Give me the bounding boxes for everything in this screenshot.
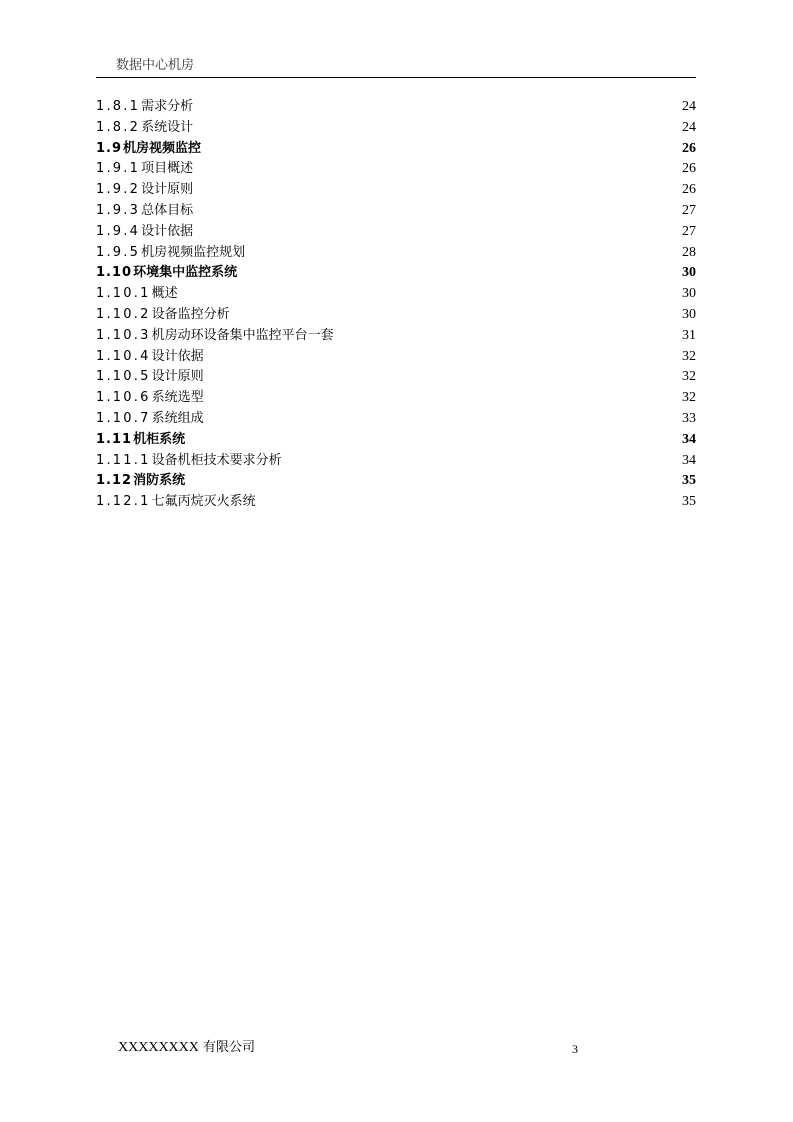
toc-entry[interactable] bbox=[96, 222, 696, 243]
toc-entry-number: 1.10.6 bbox=[96, 390, 151, 406]
toc-entry-page: 34 bbox=[682, 452, 696, 468]
toc-entry[interactable] bbox=[96, 305, 696, 326]
toc-entry-number: 1.9 bbox=[96, 140, 123, 156]
toc-entry[interactable] bbox=[96, 180, 696, 201]
company-code: XXXXXXXX bbox=[118, 1040, 199, 1055]
toc-entry-page: 27 bbox=[682, 202, 696, 218]
toc-entry[interactable] bbox=[96, 471, 696, 492]
toc-entry-title: 设备监控分析 bbox=[151, 306, 230, 322]
toc-entry-page: 35 bbox=[682, 494, 696, 510]
toc-entry-page: 28 bbox=[682, 244, 696, 260]
toc-entry-page: 27 bbox=[682, 223, 696, 239]
toc-entry-title: 总体目标 bbox=[141, 202, 194, 218]
toc-entry-number: 1.9.3 bbox=[96, 202, 141, 218]
toc-entry-page: 26 bbox=[682, 140, 696, 156]
toc-entry[interactable] bbox=[96, 201, 696, 222]
toc-entry-number: 1.9.4 bbox=[96, 223, 141, 239]
toc-entry[interactable] bbox=[96, 97, 696, 118]
toc-entry[interactable] bbox=[96, 492, 696, 513]
toc-entry[interactable] bbox=[96, 367, 696, 388]
toc-entry[interactable] bbox=[96, 326, 696, 347]
toc-entry-page: 24 bbox=[682, 119, 696, 135]
toc-entry-page: 30 bbox=[682, 265, 696, 281]
toc-entry-number: 1.8.1 bbox=[96, 99, 141, 114]
toc-entry[interactable] bbox=[96, 243, 696, 264]
toc-entry-number: 1.8.2 bbox=[96, 119, 141, 135]
toc-entry-title: 消防系统 bbox=[133, 473, 186, 489]
toc-entry-title: 设备机柜技术要求分析 bbox=[151, 452, 282, 468]
toc-entry-page: 30 bbox=[682, 286, 696, 302]
toc-entry-title: 设计依据 bbox=[151, 348, 204, 364]
company-suffix: 有限公司 bbox=[203, 1040, 256, 1055]
toc-entry-number: 1.10.7 bbox=[96, 410, 151, 426]
toc-entry-page: 26 bbox=[682, 161, 696, 177]
footer-company bbox=[118, 1039, 255, 1057]
toc-entry-title: 概述 bbox=[151, 286, 178, 302]
toc-entry-page: 34 bbox=[682, 431, 696, 447]
toc-entry-title: 系统选型 bbox=[151, 390, 204, 406]
toc-entry-number: 1.9.5 bbox=[96, 244, 141, 260]
toc-entry-page: 24 bbox=[682, 99, 696, 114]
page-footer bbox=[118, 1039, 578, 1059]
toc-entry[interactable] bbox=[96, 347, 696, 368]
toc-entry-page: 32 bbox=[682, 390, 696, 406]
toc-entry-title: 机房动环设备集中监控平台一套 bbox=[151, 327, 334, 343]
toc-entry-title: 机柜系统 bbox=[133, 431, 186, 447]
toc-entry-number: 1.9.1 bbox=[96, 161, 141, 177]
toc-entry[interactable] bbox=[96, 451, 696, 472]
toc-entry-number: 1.10 bbox=[96, 265, 133, 281]
toc-entry-number: 1.10.2 bbox=[96, 306, 151, 322]
toc-entry-title: 设计原则 bbox=[141, 182, 194, 198]
toc-entry-number: 1.12 bbox=[96, 473, 133, 489]
toc-entry[interactable] bbox=[96, 430, 696, 451]
toc-entry-title: 设计依据 bbox=[141, 223, 194, 239]
toc-entry-title: 机房视频监控规划 bbox=[141, 244, 246, 260]
toc-entry-title: 系统组成 bbox=[151, 410, 204, 426]
toc-entry-number: 1.12.1 bbox=[96, 494, 151, 510]
toc-entry-number: 1.10.1 bbox=[96, 286, 151, 302]
toc-entry-page: 26 bbox=[682, 182, 696, 198]
toc-entry-page: 33 bbox=[682, 410, 696, 426]
toc-entry-title: 项目概述 bbox=[141, 161, 194, 177]
toc-entry-number: 1.10.3 bbox=[96, 327, 151, 343]
toc-entry-number: 1.11.1 bbox=[96, 452, 151, 468]
toc-entry-page: 32 bbox=[682, 348, 696, 364]
toc-entry-number: 1.10.4 bbox=[96, 348, 151, 364]
toc-entry-page: 30 bbox=[682, 306, 696, 322]
toc-entry-number: 1.11 bbox=[96, 431, 133, 447]
toc-entry[interactable] bbox=[96, 139, 696, 160]
table-of-contents bbox=[96, 97, 696, 513]
toc-entry[interactable] bbox=[96, 409, 696, 430]
toc-entry-title: 系统设计 bbox=[141, 119, 194, 135]
header-title: 数据中心机房 bbox=[116, 58, 195, 73]
toc-entry[interactable] bbox=[96, 263, 696, 284]
toc-entry-page: 31 bbox=[682, 327, 696, 343]
toc-entry-title: 机房视频监控 bbox=[123, 140, 202, 156]
toc-entry[interactable] bbox=[96, 284, 696, 305]
toc-entry-title: 环境集中监控系统 bbox=[133, 265, 238, 281]
toc-entry[interactable] bbox=[96, 118, 696, 139]
page-header bbox=[96, 57, 696, 78]
toc-entry[interactable] bbox=[96, 159, 696, 180]
toc-entry[interactable] bbox=[96, 388, 696, 409]
toc-entry-title: 七氟丙烷灭火系统 bbox=[151, 494, 256, 510]
footer-page-number: 3 bbox=[572, 1042, 578, 1056]
toc-entry-title: 需求分析 bbox=[141, 99, 194, 114]
toc-entry-number: 1.9.2 bbox=[96, 182, 141, 198]
toc-entry-number: 1.10.5 bbox=[96, 369, 151, 385]
toc-entry-page: 32 bbox=[682, 369, 696, 385]
toc-entry-page: 35 bbox=[682, 473, 696, 489]
toc-entry-title: 设计原则 bbox=[151, 369, 204, 385]
